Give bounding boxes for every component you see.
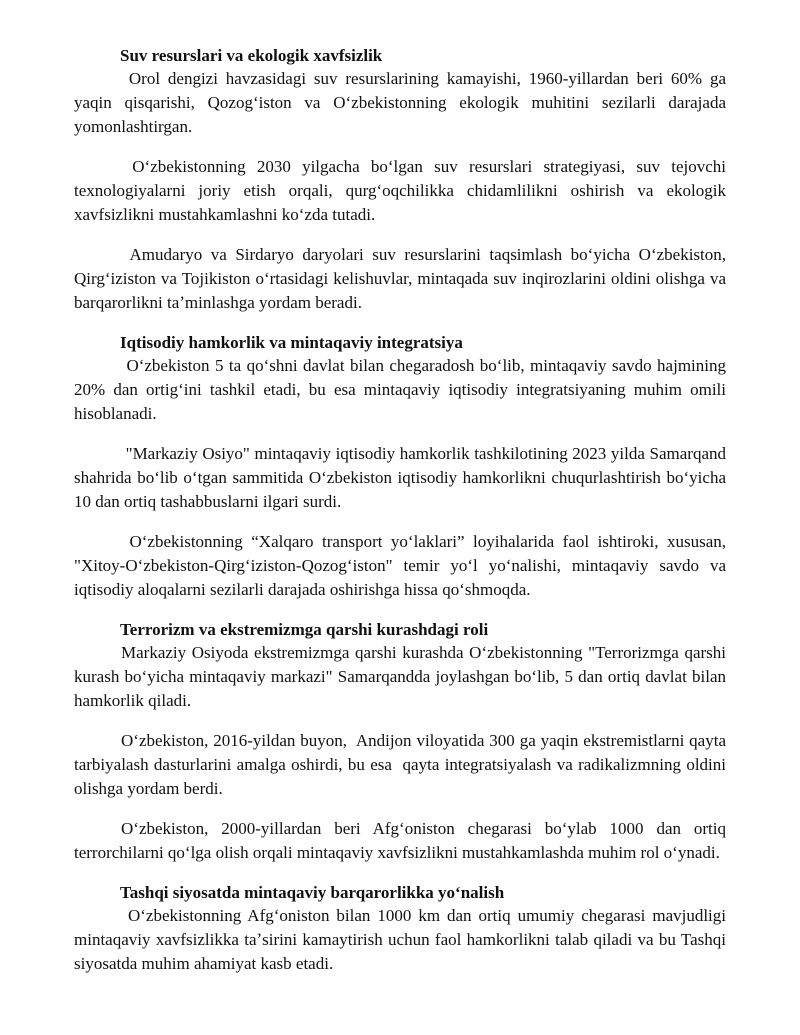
section-heading: Terrorizm va ekstremizmga qarshi kurashdagi roli [120,620,489,639]
paragraph: Oʻzbekistonning 2030 yilgacha boʻlgan suv resurslari strategiyasi, suv tejovchi texnologiyalarni joriy etish orqali, qurgʻoqchilikka chidamlilikni oshirish va ekologik xavfsizlikni mustahkamlashni koʻzda tutadi. [74,157,731,224]
paragraph: Markaziy Osiyoda ekstremizmga qarshi kurashda Oʻzbekistonning "Terrorizmga qarshi kurash boʻyicha mintaqaviy markazi" Samarqandda joylashgan boʻlib, 5 dan ortiq davlat bilan hamkorlik qiladi. [74,643,731,710]
paragraph: Oʻzbekiston, 2016-yildan buyon, Andijon viloyatida 300 ga yaqin ekstremistlarni qayta tarbiyalash dasturlarini amalga oshirdi, bu esa qayta integratsiyalash va radikalizmning oldini olishga yordam berdi. [74,731,731,798]
paragraph: Oʻzbekistonning Afgʻoniston bilan 1000 km dan ortiq umumiy chegarasi mavjudligi mintaqaviy xavfsizlikka taʼsirini kamaytirish uchun faol hamkorlikni talab qiladi va bu Tashqi siyosatda muhim ahamiyat kasb etadi. [74,906,731,973]
document-page [74,44,731,976]
section-foreign-policy [74,881,731,976]
section-heading: Tashqi siyosatda mintaqaviy barqarorlikka yoʻnalish [120,883,505,902]
paragraph: "Markaziy Osiyo" mintaqaviy iqtisodiy hamkorlik tashkilotining 2023 yilda Samarqand shahrida boʻlib oʻtgan sammitida Oʻzbekiston iqtisodiy hamkorlikni chuqurlashtirish boʻyicha 10 dan ortiq tashabbuslarni ilgari surdi. [74,444,731,511]
section-water-resources [74,44,731,315]
paragraph: Amudaryo va Sirdaryo daryolari suv resurslarini taqsimlash boʻyicha Oʻzbekiston, Qirgʻiziston va Tojikiston oʻrtasidagi kelishuvlar, mintaqada suv inqirozlarini oldini olishga va barqarorlikni taʼminlashga yordam beradi. [74,245,731,312]
paragraph: Oʻzbekiston 5 ta qoʻshni davlat bilan chegaradosh boʻlib, mintaqaviy savdo hajmining 20% dan ortigʻini tashkil etadi, bu esa mintaqaviy iqtisodiy integratsiyaning muhim omili hisoblanadi. [74,356,731,423]
paragraph: Orol dengizi havzasidagi suv resurslarining kamayishi, 1960-yillardan beri 60% ga yaqin qisqarishi, Qozogʻiston va Oʻzbekistonning ekologik muhitini sezilarli darajada yomonlashtirgan. [74,69,731,136]
paragraph: Oʻzbekistonning “Xalqaro transport yoʻlaklari” loyihalarida faol ishtiroki, xususan, "Xitoy-Oʻzbekiston-Qirgʻiziston-Qozogʻiston" temir yoʻl yoʻnalishi, mintaqaviy savdo va iqtisodiy aloqalarni sezilarli darajada oshirishga hissa qoʻshmoqda. [74,532,731,599]
section-heading: Suv resurslari va ekologik xavfsizlik [120,46,383,65]
section-heading: Iqtisodiy hamkorlik va mintaqaviy integratsiya [120,333,463,352]
section-economic-cooperation [74,331,731,602]
section-counter-terrorism [74,618,731,865]
paragraph: Oʻzbekiston, 2000-yillardan beri Afgʻoniston chegarasi boʻylab 1000 dan ortiq terrorchilarni qoʻlga olish orqali mintaqaviy xavfsizlikni mustahkamlashda muhim rol oʻynadi. [74,819,731,862]
